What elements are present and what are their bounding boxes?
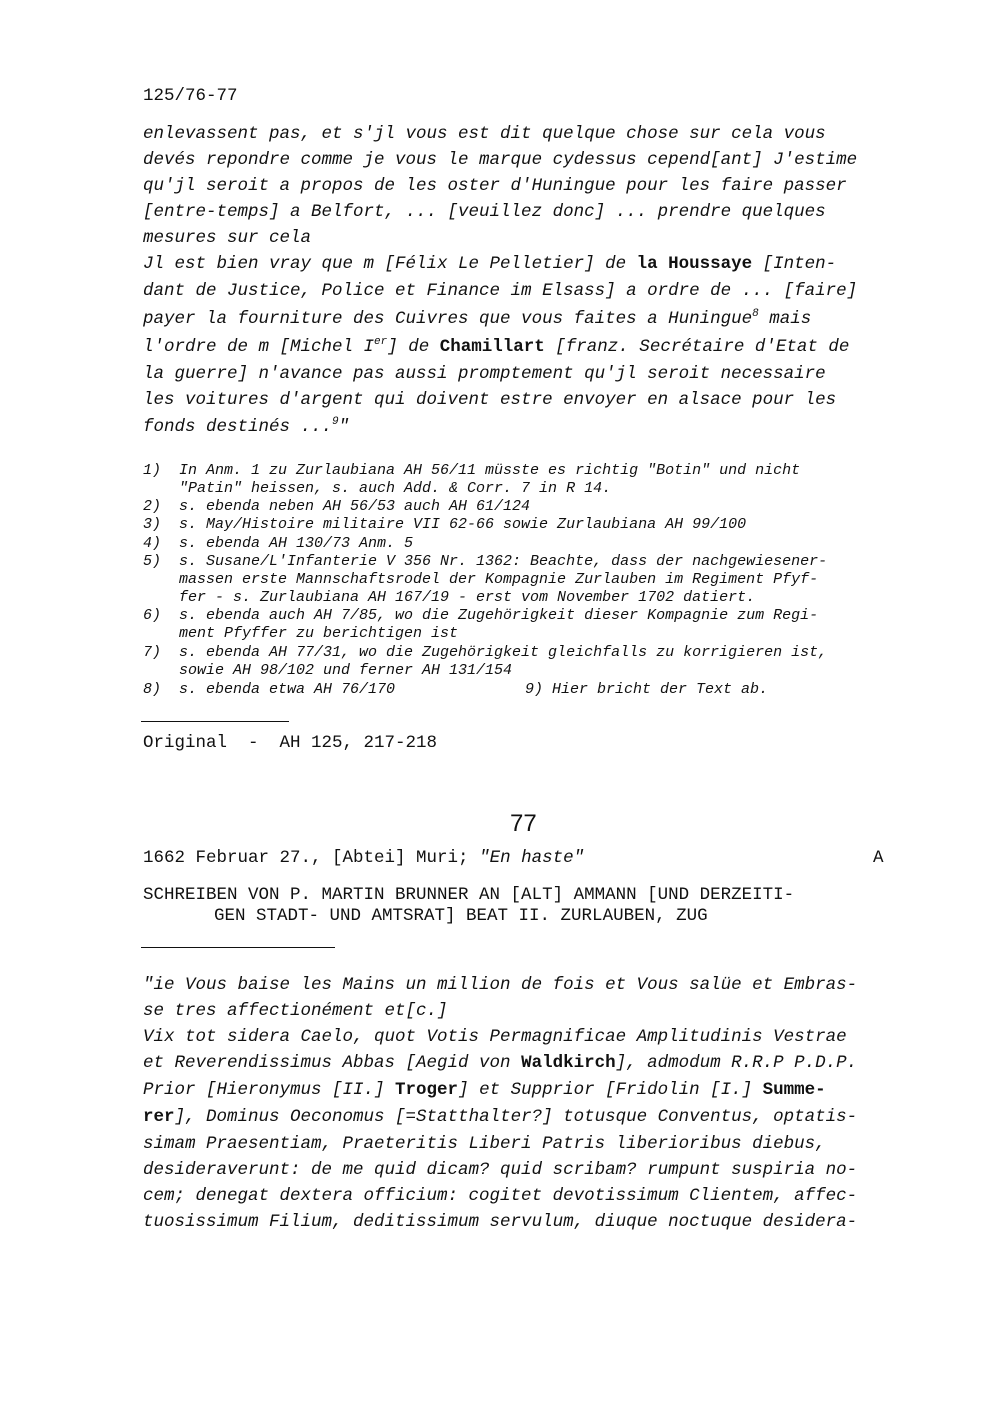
letter2-line-9: cem; denegat dextera officium: cogitet devotissimum Clientem, affec- (143, 1186, 858, 1206)
letter2-line-5: Prior [Hieronymus [II.] Troger] et Supprior [Fridolin [I.] Summe- (143, 1080, 826, 1100)
footnote-7-cont: sowie AH 98/102 und ferner AH 131/154 (179, 662, 513, 679)
letter1-line-5: mesures sur cela (143, 228, 312, 248)
letter1-line-12: fonds destinés ...$^9$" (143, 416, 350, 437)
letter2-line-10: tuosissimum Filium, deditissimum servulum, diuque noctuque desidera- (143, 1212, 858, 1232)
letter2-line-2: se tres affectionément et[c.] (143, 1001, 448, 1021)
footnote-2: 2) s. ebenda neben AH 56/53 auch AH 61/124 (143, 498, 531, 515)
letter2-line-7: simam Praesentiam, Praeteritis Liberi Patris liberioribus diebus, (143, 1134, 826, 1154)
footnote-1-cont: "Patin" heissen, s. auch Add. & Corr. 7 in R 14. (179, 480, 612, 497)
footnote-ref-9: 9 (332, 416, 339, 428)
name-summerer: Summe- (762, 1080, 826, 1100)
letter2-line-6: rer], Dominus Oeconomus [=Statthalter?] totusque Conventus, optatis- (143, 1107, 858, 1127)
source-line: Original - AH 125, 217-218 (143, 733, 438, 753)
page-reference: 125/76-77 (143, 86, 238, 106)
footnote-5: 5) s. Susane/L'Infanterie V 356 Nr. 1362: Beachte, dass der nachgewiesener- (143, 553, 828, 570)
footnote-4: 4) s. ebenda AH 130/73 Anm. 5 (143, 535, 414, 552)
letter1-line-9: l'ordre de m [Michel Ier] de Chamillart [franz. Secrétaire d'Etat de (143, 336, 850, 357)
footnote-8: 8) s. ebenda etwa AH 76/170 (143, 681, 396, 698)
name-houssaye: la Houssaye (636, 254, 753, 274)
letter2-line-3: Vix tot sidera Caelo, quot Votis Permagnificae Amplitudinis Vestrae (143, 1027, 847, 1047)
document-title-line-2: GEN STADT- UND AMTSRAT] BEAT II. ZURLAUBEN, ZUG (214, 906, 708, 926)
letter1-line-4: [entre-temps] a Belfort, ... [veuillez donc] ... prendre quelques (143, 202, 826, 222)
letter2-line-1: "ie Vous baise les Mains un million de fois et Vous salüe et Embras- (143, 975, 858, 995)
title-separator (141, 947, 335, 948)
letter1-line-8: payer la fourniture des Cuivres que vous faites a Huningue$^8$ mais (143, 308, 812, 329)
footnote-6-cont: ment Pfyffer zu berichtigen ist (179, 625, 459, 642)
name-troger: Troger (395, 1080, 459, 1100)
footnote-5-cont-1: massen erste Mannschaftsrodel der Kompagnie Zurlauben im Regiment Pfyf- (179, 571, 819, 588)
name-chamillart: Chamillart (439, 337, 545, 357)
letter1-line-1: enlevassent pas, et s'jl vous est dit quelque chose sur cela vous (143, 124, 826, 144)
footnote-5-cont-2: fer - s. Zurlaubiana AH 167/19 - erst vom November 1702 datiert. (179, 589, 756, 606)
footnote-separator (141, 721, 289, 722)
letter1-line-7: dant de Justice, Police et Finance im Elsass] a ordre de ... [faire] (143, 281, 858, 301)
footnote-7: 7) s. ebenda AH 77/31, wo die Zugehörigkeit gleichfalls zu korrigieren ist, (143, 644, 828, 661)
footnote-3: 3) s. May/Histoire militaire VII 62-66 sowie Zurlaubiana AH 99/100 (143, 516, 747, 533)
name-waldkirch: Waldkirch (521, 1053, 616, 1073)
letter2-line-4: et Reverendissimus Abbas [Aegid von Waldkirch], admodum R.R.P P.D.P. (143, 1053, 858, 1073)
letter2-line-8: desideraverunt: de me quid dicam? quid scribam? rumpunt suspiria no- (143, 1160, 858, 1180)
footnote-9: 9) Hier bricht der Text ab. (525, 681, 769, 698)
letter1-line-6: Jl est bien vray que m [Félix Le Pelletier] de la Houssaye [Inten- (143, 254, 837, 274)
footnote-6: 6) s. ebenda auch AH 7/85, wo die Zugehörigkeit dieser Kompagnie zum Regi- (143, 607, 819, 624)
document-number: 77 (510, 810, 537, 837)
document-title-line-1: SCHREIBEN VON P. MARTIN BRUNNER AN [ALT] AMMANN [UND DERZEITI- (143, 885, 795, 905)
letter1-line-2: devés repondre comme je vous le marque cydessus cepend[ant] J'estime (143, 150, 858, 170)
letter1-line-3: qu'jl seroit a propos de les oster d'Huningue pour les faire passer (143, 176, 847, 196)
letter1-line-10: la guerre] n'avance pas aussi promptement qu'jl seroit necessaire (143, 364, 826, 384)
document-letter-code: A (873, 848, 884, 868)
footnote-ref-8: 8 (752, 308, 759, 320)
letter1-line-11: les voitures d'argent qui doivent estre envoyer en alsace pour les (143, 390, 837, 410)
document-date-place: 1662 Februar 27., [Abtei] Muri; "En haste" (143, 848, 585, 868)
footnote-1: 1) In Anm. 1 zu Zurlaubiana AH 56/11 müsste es richtig "Botin" und nicht (143, 462, 801, 479)
